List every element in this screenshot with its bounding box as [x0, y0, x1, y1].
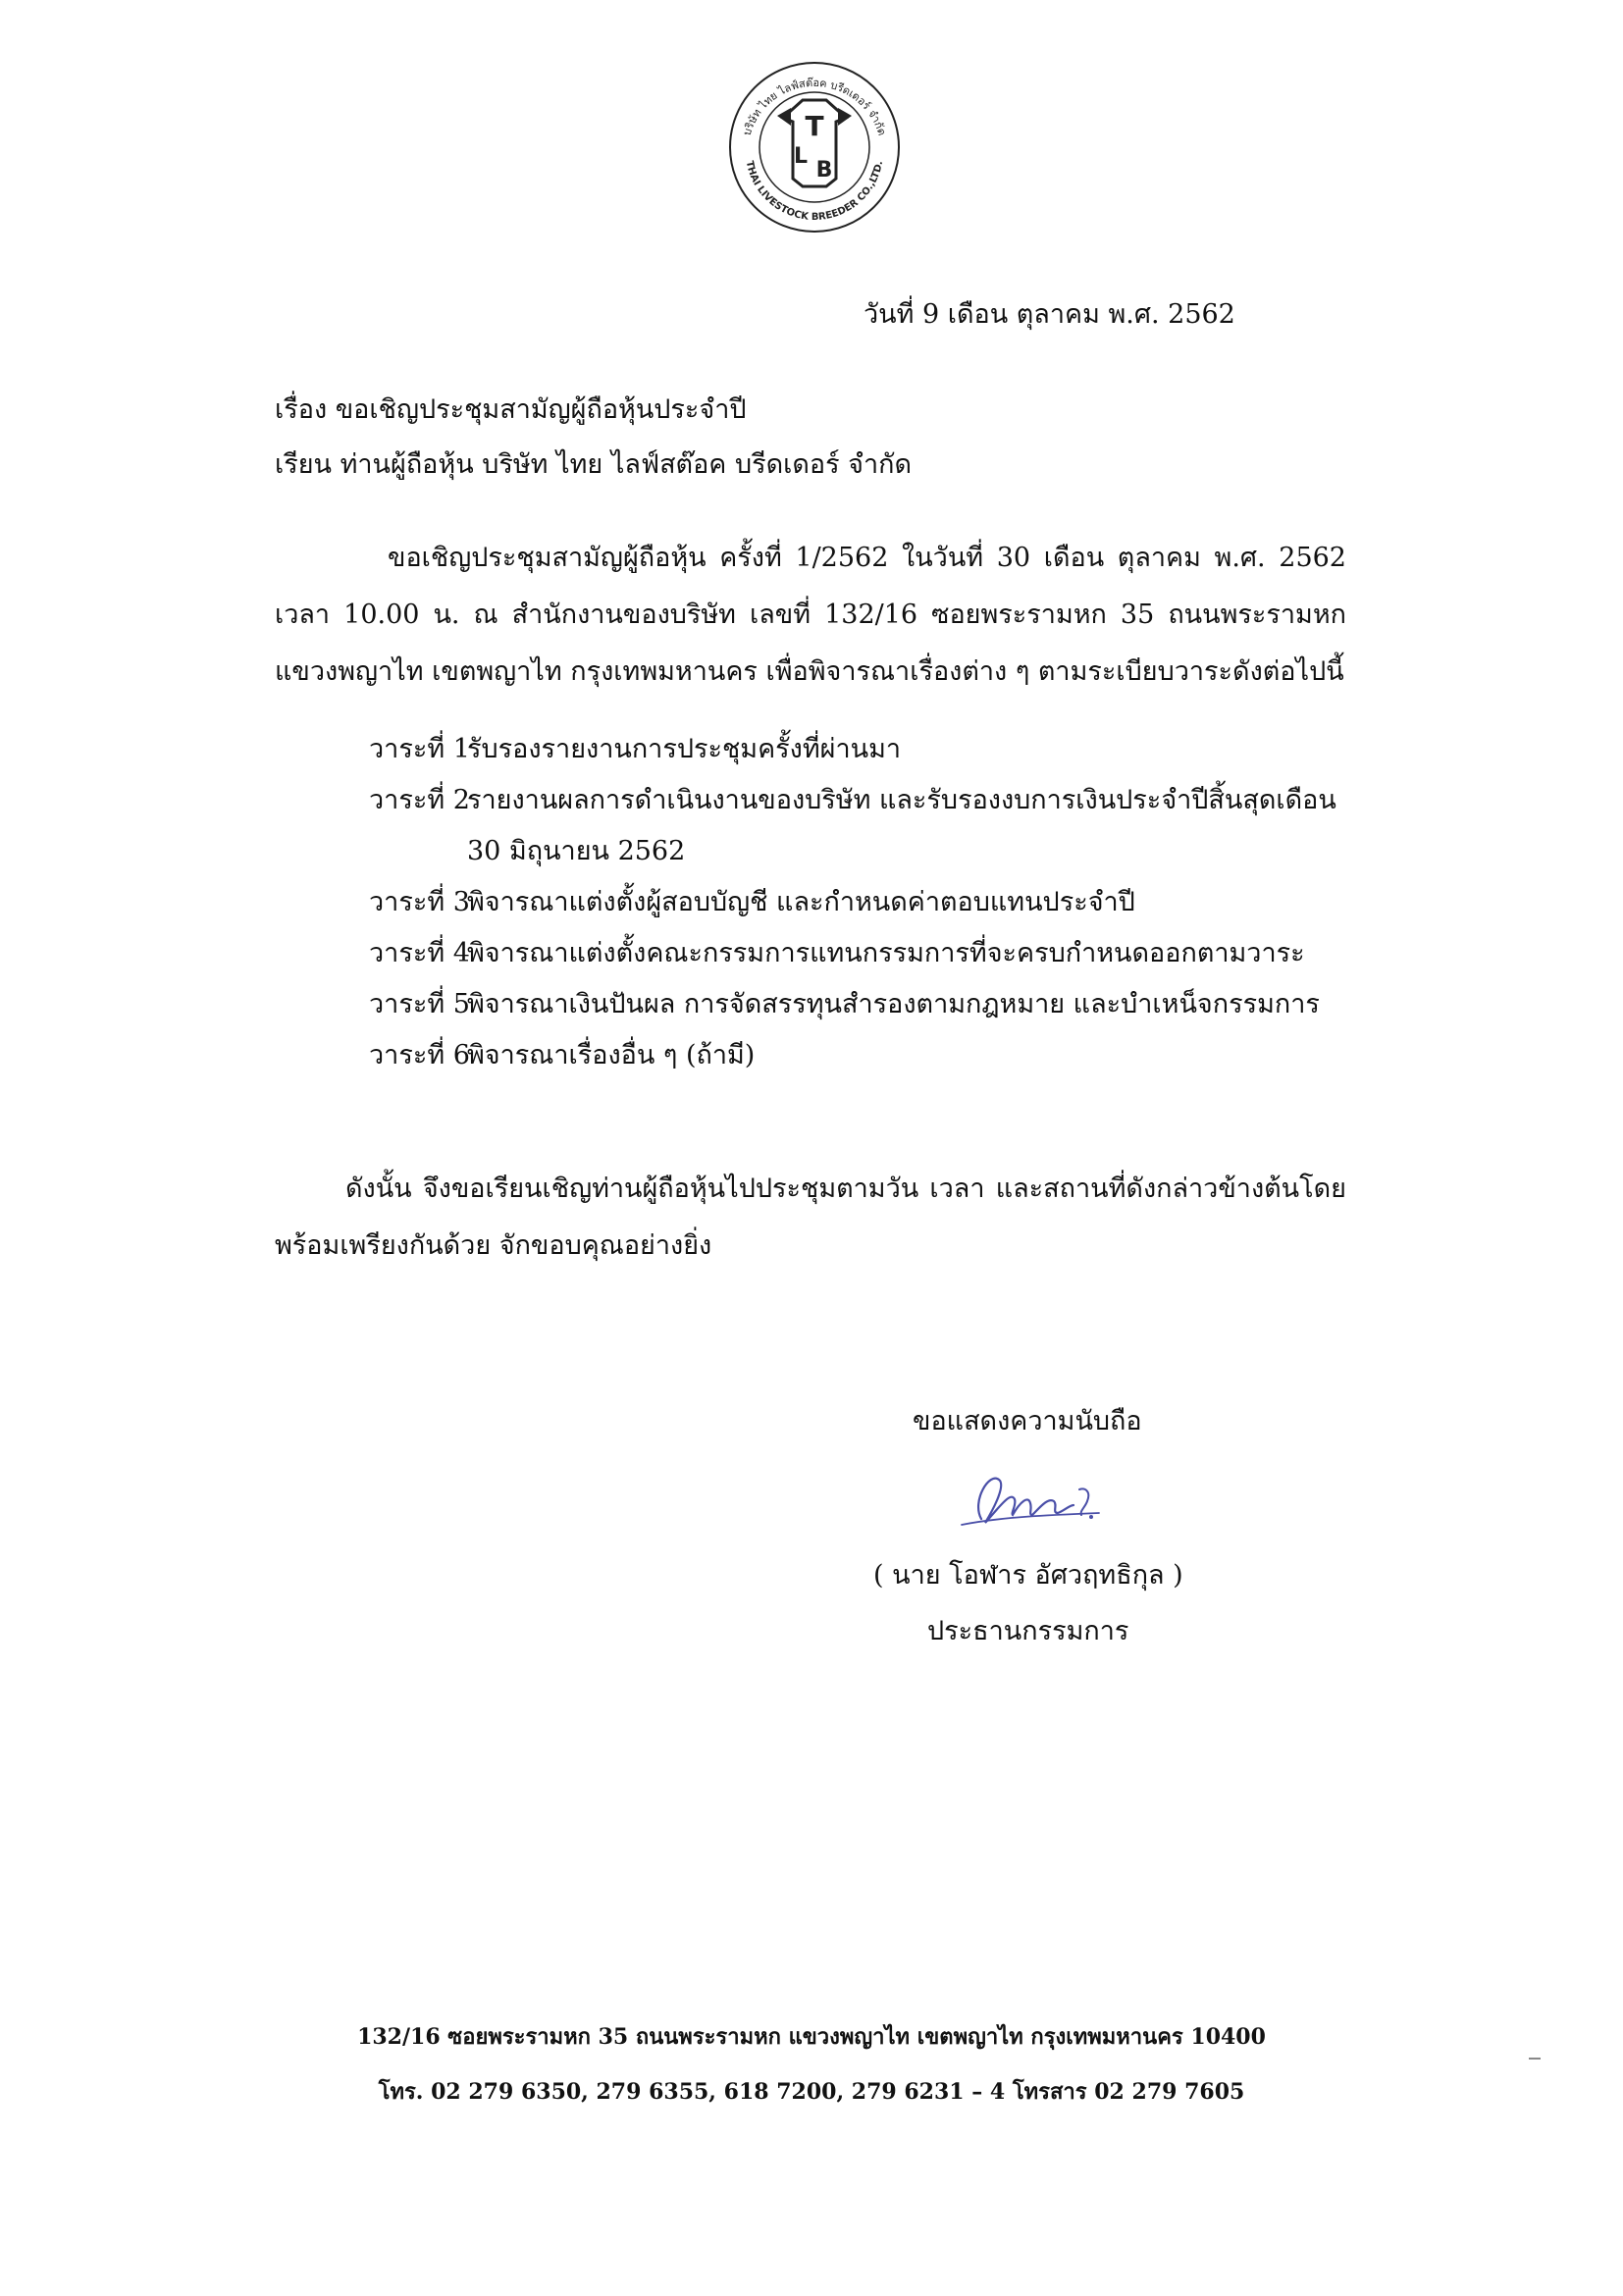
agenda-number: วาระที่ 5	[369, 989, 470, 1019]
handwritten-signature	[942, 1462, 1128, 1540]
letter-addressee: เรียน ท่านผู้ถือหุ้น บริษัท ไทย ไลฟ์สต๊อค บรีดเดอร์ จำกัด	[275, 449, 913, 480]
footer-address: 132/16 ซอยพระรามหก 35 ถนนพระรามหก แขวงพญาไท เขตพญาไท กรุงเทพมหานคร 10400	[357, 2024, 1266, 2050]
agenda-item	[369, 877, 1350, 928]
agenda-item	[369, 775, 1350, 877]
agenda-list	[369, 724, 1350, 1081]
agenda-text: พิจารณาเรื่องอื่น ๆ (ถ้ามี)	[467, 1040, 756, 1070]
agenda-number: วาระที่ 6	[369, 1040, 470, 1070]
agenda-text: รายงานผลการดำเนินงานของบริษัท และรับรองงบการเงินประจำปีสิ้นสุดเดือน 30 มิถุนายน 2562	[467, 785, 1336, 866]
logo-letter-l: L	[793, 144, 809, 169]
signer-title: ประธานกรรมการ	[927, 1616, 1129, 1646]
company-logo	[726, 57, 903, 234]
scan-mark	[1529, 2058, 1541, 2060]
agenda-text: รับรองรายงานการประชุมครั้งที่ผ่านมา	[467, 734, 902, 764]
agenda-text: พิจารณาแต่งตั้งคณะกรรมการแทนกรรมการที่จะครบกำหนดออกตามวาระ	[467, 938, 1305, 968]
agenda-text: พิจารณาแต่งตั้งผู้สอบบัญชี และกำหนดค่าตอบแทนประจำปี	[467, 887, 1135, 917]
agenda-number: วาระที่ 4	[369, 938, 470, 968]
agenda-item	[369, 1030, 1350, 1081]
agenda-item	[369, 979, 1350, 1030]
logo-letter-t: T	[805, 110, 824, 142]
letter-footer	[0, 2009, 1623, 2119]
letter-subject: เรื่อง ขอเชิญประชุมสามัญผู้ถือหุ้นประจำปี	[275, 394, 747, 425]
intro-paragraph: ขอเชิญประชุมสามัญผู้ถือหุ้น ครั้งที่ 1/2562 ในวันที่ 30 เดือน ตุลาคม พ.ศ. 2562 เวลา 10.00 น. ณ สำนักงานของบริษัท เลขที่ 132/16 ซอยพระรามหก 35 ถนนพระรามหก แขวงพญาไท เขตพญาไท กรุงเทพมหานคร เพื่อพิจารณาเรื่องต่าง ๆ ตามระเบียบวาระดังต่อไปนี้	[275, 543, 1346, 687]
closing-paragraph: ดังนั้น จึงขอเรียนเชิญท่านผู้ถือหุ้นไปประชุมตามวัน เวลา และสถานที่ดังกล่าวข้างต้นโดยพร้อมเพรียงกันด้วย จักขอบคุณอย่างยิ่ง	[275, 1174, 1346, 1261]
logo-ring-text-bottom: THAI LIVESTOCK BREEDER CO.,LTD.	[743, 160, 886, 224]
logo-letter-b: B	[815, 158, 833, 183]
regards-line: ขอแสดงความนับถือ	[913, 1406, 1142, 1436]
agenda-item	[369, 724, 1350, 775]
letter-date: วันที่ 9 เดือน ตุลาคม พ.ศ. 2562	[864, 299, 1235, 330]
agenda-number: วาระที่ 1	[369, 734, 470, 764]
agenda-text: พิจารณาเงินปันผล การจัดสรรทุนสำรองตามกฎหมาย และบำเหน็จกรรมการ	[467, 989, 1320, 1019]
signer-name: ( นาย โอฬาร อัศวฤทธิกุล )	[873, 1560, 1183, 1591]
footer-phones: โทร. 02 279 6350, 279 6355, 618 7200, 279 6231 – 4 โทรสาร 02 279 7605	[378, 2079, 1245, 2105]
agenda-number: วาระที่ 3	[369, 887, 470, 917]
logo-ring-text-top: บริษัท ไทย ไลฟ์สต๊อค บรีดเดอร์ จำกัด	[740, 76, 889, 137]
agenda-number: วาระที่ 2	[369, 785, 470, 815]
agenda-item	[369, 928, 1350, 979]
